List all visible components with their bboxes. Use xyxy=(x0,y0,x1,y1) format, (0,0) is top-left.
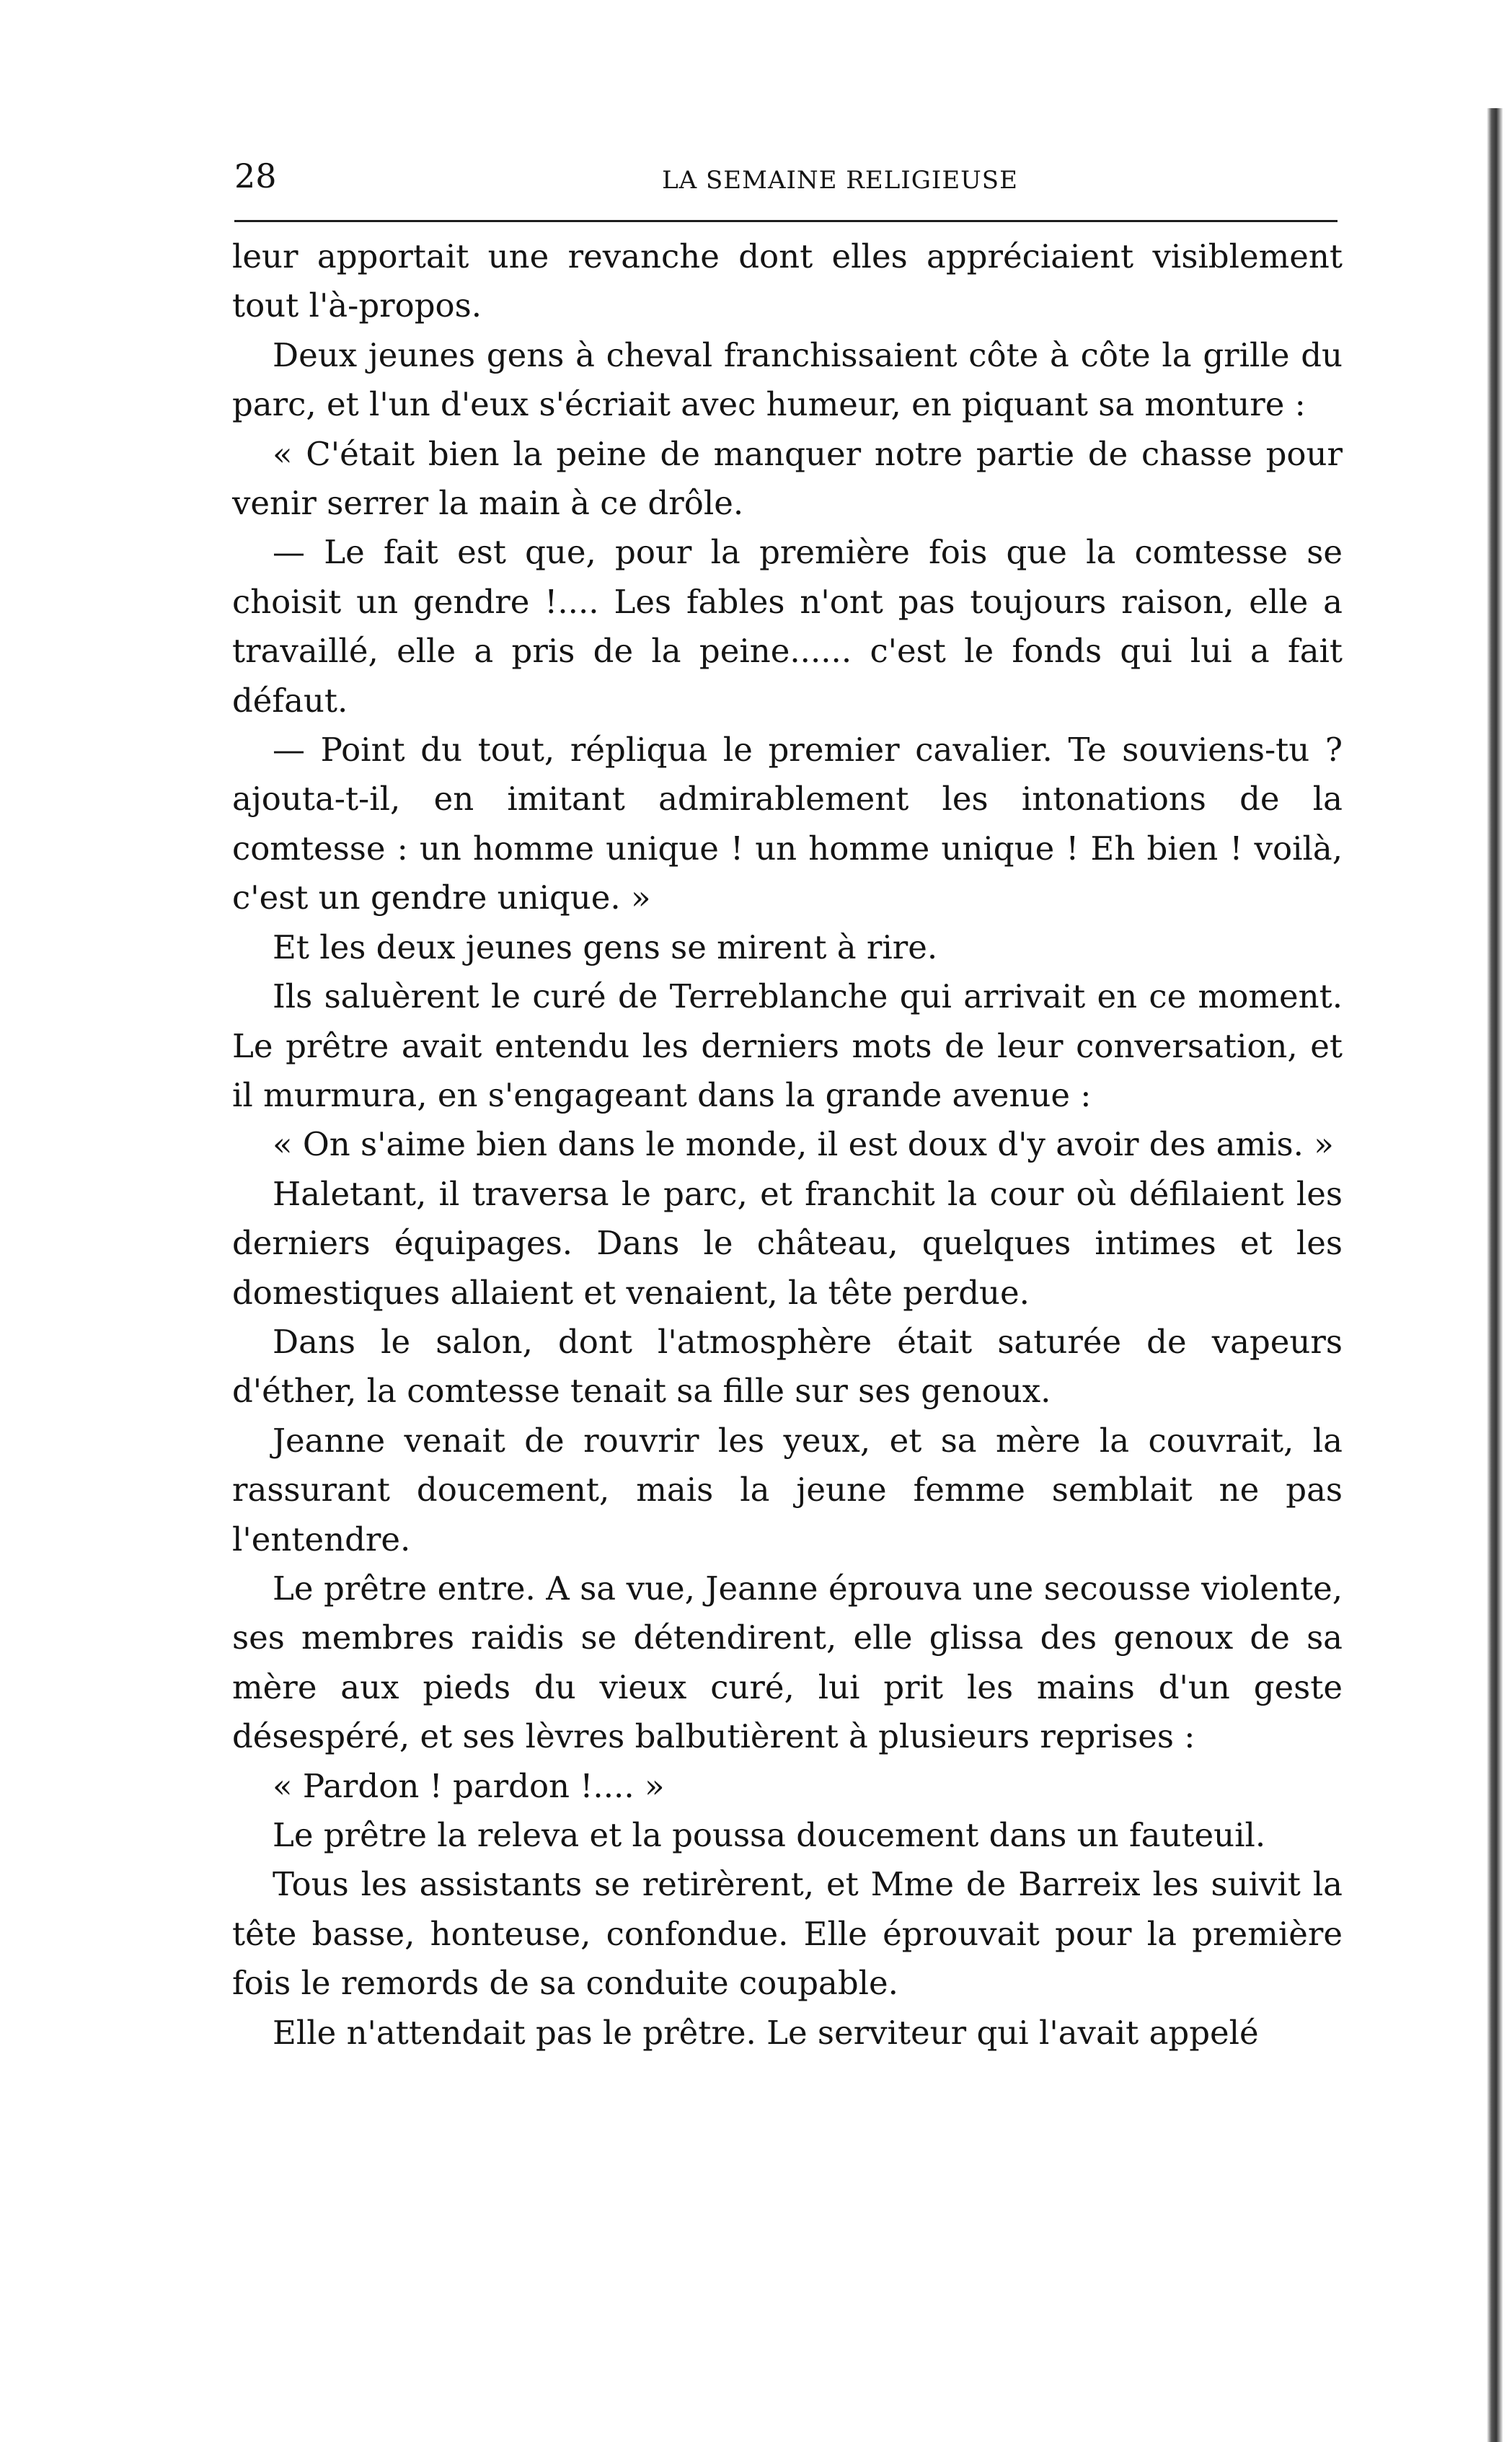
paragraph: « On s'aime bien dans le monde, il est doux d'y avoir des amis. » xyxy=(273,1125,1334,1164)
header-rule xyxy=(234,220,1338,222)
paragraph: Haletant, il traversa le parc, et franchit la cour où défilaient les derniers équipages. Dans le château, quelques intimes et les domestiques allaient et venaient, la tête perdue. xyxy=(232,1174,1343,1312)
running-head xyxy=(234,154,1338,205)
paragraph: leur apportait une revanche dont elles appréciaient visiblement tout l'à-propos. xyxy=(232,237,1343,325)
paragraph: Jeanne venait de rouvrir les yeux, et sa mère la couvrait, la rassurant doucement, mais la jeune femme semblait ne pas l'entendre. xyxy=(232,1421,1343,1559)
running-title: LA SEMAINE RELIGIEUSE xyxy=(662,166,1018,195)
body-text xyxy=(232,232,1343,2058)
paragraph: Le prêtre la releva et la poussa doucement dans un fauteuil. xyxy=(273,1816,1266,1854)
scan-binding-edge xyxy=(1487,108,1503,2442)
paragraph: Ils saluèrent le curé de Terreblanche qui arrivait en ce moment. Le prêtre avait entendu les derniers mots de leur conversation, et il murmura, en s'engageant dans la grande avenue : xyxy=(232,977,1343,1114)
paragraph: Le prêtre entre. A sa vue, Jeanne éprouva une secousse violente, ses membres raidis se détendirent, elle glissa des genoux de sa mère aux pieds du vieux curé, lui prit les mains d'un geste désespéré, et ses lèvres balbutièrent à plusieurs reprises : xyxy=(232,1569,1343,1756)
paragraph: Et les deux jeunes gens se mirent à rire. xyxy=(273,927,938,966)
paragraph: — Le fait est que, pour la première fois que la comtesse se choisit un gendre !.... Les fables n'ont pas toujours raison, elle a travaillé, elle a pris de la peine...... c'est le fonds qui lui a fait défaut. xyxy=(232,533,1343,720)
paragraph: Dans le salon, dont l'atmosphère était saturée de vapeurs d'éther, la comtesse tenait sa fille sur ses genoux. xyxy=(232,1322,1343,1411)
paragraph: — Point du tout, répliqua le premier cavalier. Te souviens-tu ? ajouta-t-il, en imitant admirablement les intonations de la comtesse : un homme unique ! un homme unique ! Eh bien ! voilà, c'est un gendre unique. » xyxy=(232,731,1343,917)
paragraph: Deux jeunes gens à cheval franchissaient côte à côte la grille du parc, et l'un d'eux s'écriait avec humeur, en piquant sa monture : xyxy=(232,335,1343,424)
paragraph: « Pardon ! pardon !.... » xyxy=(273,1766,665,1805)
page-number: 28 xyxy=(234,157,277,195)
paragraph: « C'était bien la peine de manquer notre partie de chasse pour venir serrer la main à ce drôle. xyxy=(232,434,1343,523)
paragraph: Tous les assistants se retirèrent, et Mme de Barreix les suivit la tête basse, honteuse, confondue. Elle éprouvait pour la première fois le remords de sa conduite coupable. xyxy=(232,1865,1343,2003)
paragraph: Elle n'attendait pas le prêtre. Le serviteur qui l'avait appelé xyxy=(273,2013,1259,2052)
